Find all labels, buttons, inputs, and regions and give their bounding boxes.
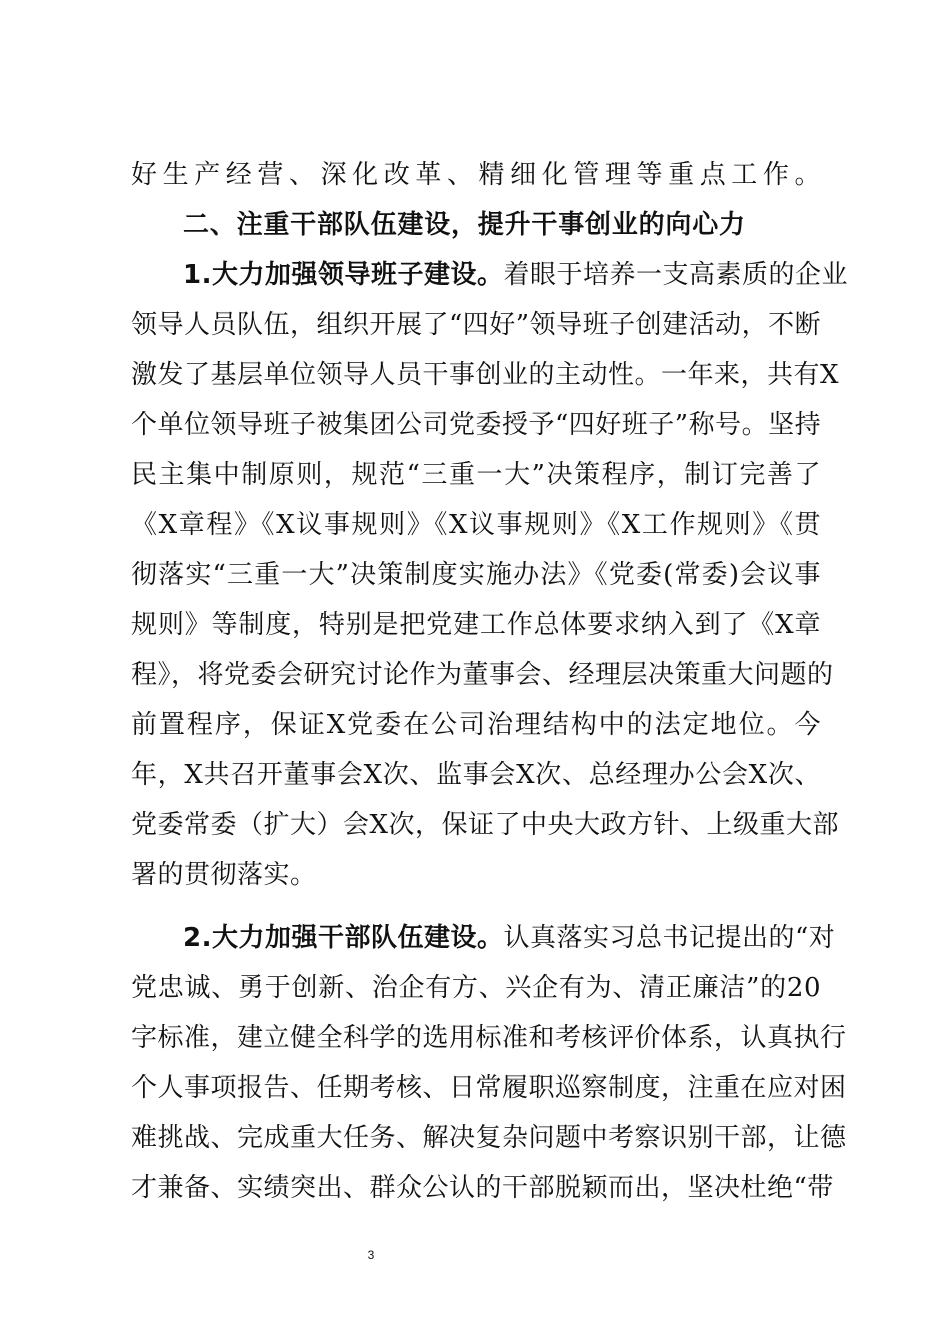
paragraph-1-text: 着眼于培养一支高素质的企业 [503,260,848,290]
text-line: 彻落实“三重一大”决策制度实施办法》《党委(常委)会议事 [131,560,821,590]
section-heading: 二、注重干部队伍建设，提升干事创业的向心力 [183,210,746,240]
text-line: 激发了基层单位领导人员干事创业的主动性。一年来，共有X [131,360,840,390]
text-line: 规则》等制度，特别是把党建工作总体要求纳入到了《X章 [131,610,821,640]
text-line: 好生产经营、深化改革、精细化管理等重点工作。 [131,160,821,190]
paragraph-2-text: 认真落实习总书记提出的“对 [503,923,836,953]
text-line: 年，X共召开董事会X次、监事会X次、总经理办公会X次、 [131,760,821,790]
text-line: 程》，将党委会研究讨论作为董事会、经理层决策重大问题的 [131,660,834,690]
paragraph-2-lead: 2.大力加强干部队伍建设。 [183,923,504,953]
text-line: 前置程序，保证X党委在公司治理结构中的法定地位。今 [131,710,821,740]
text-line: 署的贯彻落实。 [131,860,317,890]
text-line: 个单位领导班子被集团公司党委授予“四好班子”称号。坚持 [131,410,822,440]
text-line: 《X章程》《X议事规则》《X议事规则》《X工作规则》《贯 [131,510,821,540]
text-line: 难挑战、完成重大任务、解决复杂问题中考察识别干部，让德 [131,1123,847,1153]
paragraph-1-first-line [183,253,848,297]
text-line: 个人事项报告、任期考核、日常履职巡察制度，注重在应对困 [131,1073,847,1103]
text-line: 民主集中制原则，规范“三重一大”决策程序，制订完善了 [131,460,821,490]
text-line: 党忠诚、勇于创新、治企有方、兴企有为、清正廉洁”的20 [131,973,821,1003]
text-line: 字标准，建立健全科学的选用标准和考核评价体系，认真执行 [131,1023,847,1053]
paragraph-1-lead: 1.大力加强领导班子建设。 [183,260,504,290]
text-line: 领导人员队伍，组织开展了“四好”领导班子创建活动，不断 [131,310,822,340]
text-line: 党委常委（扩大）会X次，保证了中央大政方针、上级重大部 [131,810,840,840]
text-line: 才兼备、实绩突出、群众公认的干部脱颖而出，坚决杜绝“带 [131,1173,834,1203]
paragraph-2-first-line [183,916,836,960]
page-number: 3 [367,1248,375,1262]
